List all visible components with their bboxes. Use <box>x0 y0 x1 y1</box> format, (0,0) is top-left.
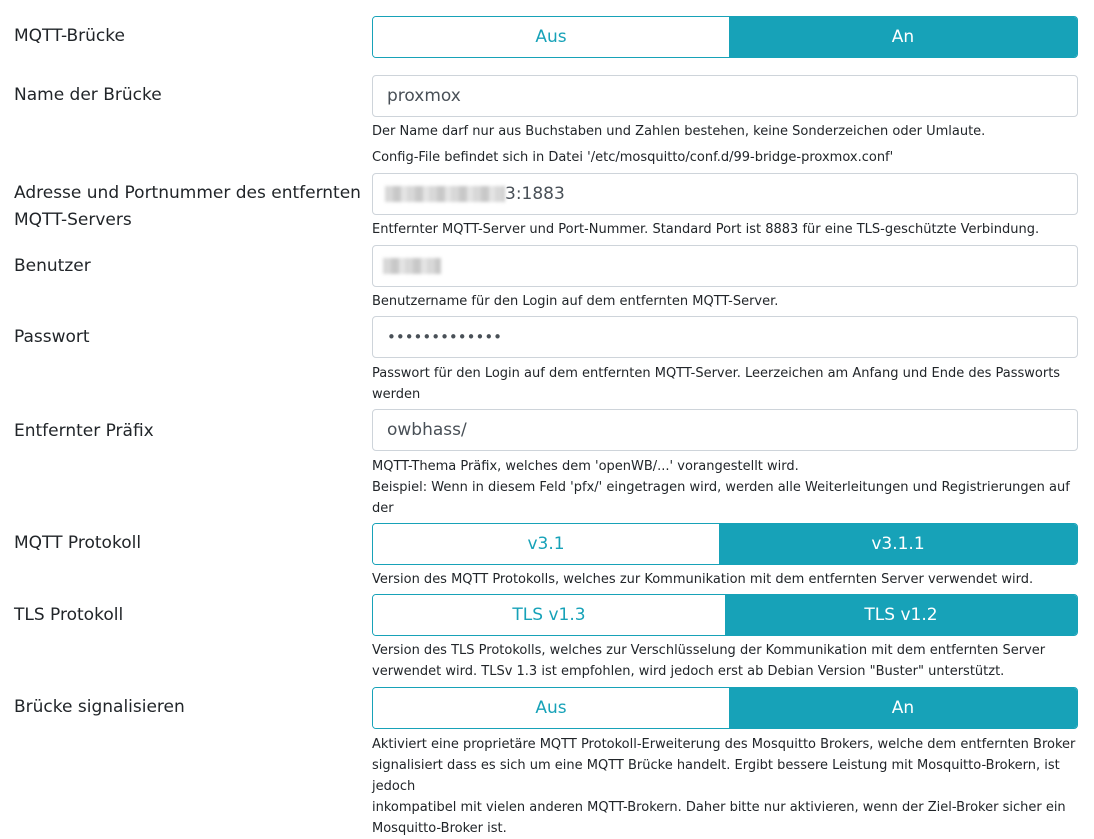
signal-off-button[interactable]: Aus <box>373 688 729 728</box>
tls-help-line1: Version des TLS Protokolls, welches zur Verschlüsselung der Kommunikation mit dem entfernten Server <box>372 643 1046 658</box>
tls-v13-button[interactable]: TLS v1.3 <box>373 595 725 635</box>
tls-help <box>372 640 1078 682</box>
mqtt-bridge-off-button[interactable]: Aus <box>373 17 729 57</box>
password-label: Passwort <box>14 327 90 347</box>
address-input[interactable] <box>372 173 1078 215</box>
bridge-name-label: Name der Brücke <box>14 85 162 105</box>
prefix-help-line1: MQTT-Thema Präfix, welches dem 'openWB/...' vorangestellt wird. <box>372 459 799 474</box>
prefix-value: owbhass/ <box>387 420 467 440</box>
mqtt-bridge-label: MQTT-Brücke <box>14 26 125 46</box>
signal-help-line4: Mosquitto-Broker ist. <box>372 821 507 836</box>
signal-help-line1: Aktiviert eine proprietäre MQTT Protokoll-Erweiterung des Mosquitto Brokers, welche dem entfernten Broker <box>372 737 1076 752</box>
signal-help <box>372 734 1078 839</box>
tls-toggle <box>372 594 1078 636</box>
address-value: 3:1883 <box>505 184 565 204</box>
address-label-line2: MQTT-Servers <box>14 210 132 230</box>
user-redacted <box>383 258 441 274</box>
protocol-v31-button[interactable]: v3.1 <box>373 524 719 564</box>
protocol-help: Version des MQTT Protokolls, welches zur Kommunikation mit dem entfernten Server verwendet wird. <box>372 572 1034 587</box>
tls-v12-button[interactable]: TLS v1.2 <box>725 595 1077 635</box>
signal-toggle <box>372 687 1078 729</box>
prefix-help-line2: Beispiel: Wenn in diesem Feld 'pfx/' eingetragen wird, werden alle Weiterleitungen und Registrierungen auf der <box>372 480 1070 516</box>
address-redacted <box>385 186 505 202</box>
address-label-line1: Adresse und Portnummer des entfernten <box>14 183 361 203</box>
address-help: Entfernter MQTT-Server und Port-Nummer. Standard Port ist 8883 für eine TLS-geschützte Verbindung. <box>372 222 1040 237</box>
password-help-line1: Passwort für den Login auf dem entfernten MQTT-Server. Leerzeichen am Anfang und Ende des Passworts werden <box>372 366 1061 402</box>
mqtt-bridge-on-button[interactable]: An <box>729 17 1077 57</box>
bridge-name-help <box>372 121 1078 168</box>
protocol-label: MQTT Protokoll <box>14 533 142 553</box>
signal-help-line2: signalisiert dass es sich um eine MQTT Brücke handelt. Ergibt bessere Leistung mit Mosquitto-Brokern, ist jedoch <box>372 758 1060 794</box>
signal-help-line3: inkompatibel mit vielen anderen MQTT-Brokern. Daher bitte nur aktivieren, wenn der Ziel-Broker sicher ein <box>372 800 1066 815</box>
user-help: Benutzername für den Login auf dem entfernten MQTT-Server. <box>372 294 779 309</box>
password-value: ••••••••••••• <box>387 328 503 346</box>
protocol-v311-button[interactable]: v3.1.1 <box>719 524 1077 564</box>
bridge-name-input[interactable] <box>372 75 1078 117</box>
tls-help-line2: verwendet wird. TLSv 1.3 ist empfohlen, wird jedoch erst ab Debian Version "Buster" unterstützt. <box>372 664 1005 679</box>
prefix-input[interactable] <box>372 409 1078 451</box>
user-input[interactable] <box>372 245 1078 287</box>
prefix-label: Entfernter Präfix <box>14 421 154 441</box>
signal-on-button[interactable]: An <box>729 688 1077 728</box>
tls-label: TLS Protokoll <box>14 605 124 625</box>
user-label: Benutzer <box>14 256 91 276</box>
bridge-name-help-text: Der Name darf nur aus Buchstaben und Zahlen bestehen, keine Sonderzeichen oder Umlaute. <box>372 124 986 139</box>
bridge-name-value: proxmox <box>387 86 461 106</box>
address-label <box>14 180 361 234</box>
password-input[interactable] <box>372 316 1078 358</box>
signal-label: Brücke signalisieren <box>14 697 185 717</box>
mqtt-bridge-toggle <box>372 16 1078 58</box>
protocol-toggle <box>372 523 1078 565</box>
bridge-config-file-hint: Config-File befindet sich in Datei '/etc/mosquitto/conf.d/99-bridge-proxmox.conf' <box>372 150 894 165</box>
